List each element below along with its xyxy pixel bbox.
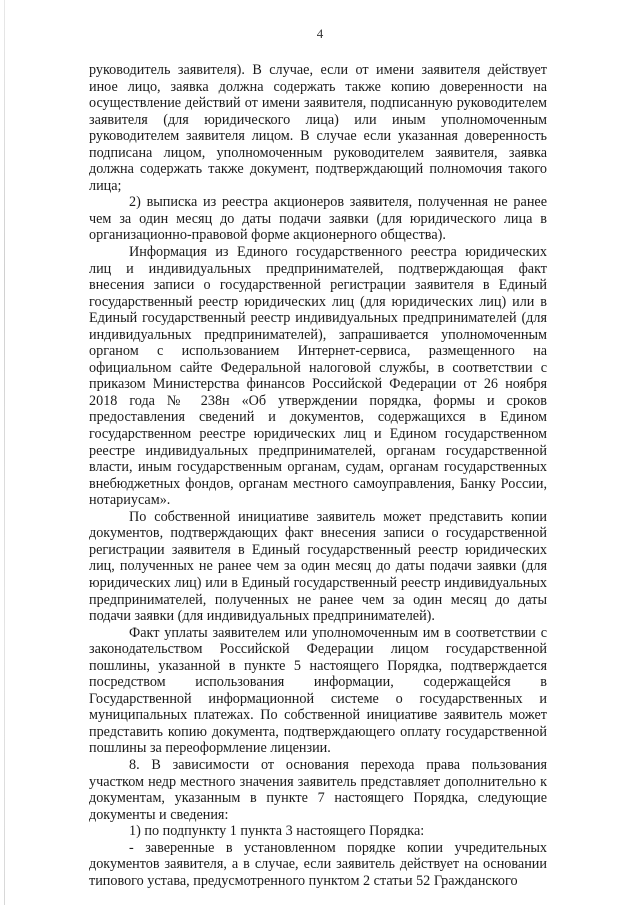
paragraph-shareholder-extract: 2) выписка из реестра акционеров заявителя, полученная не ранее чем за один месяц до даты подачи заявки (для юридического лица в организационно-правовой форме акционерного общества). <box>89 194 547 244</box>
paragraph-item-8: 8. В зависимости от основания перехода права пользования участком недр местного значения заявитель представляет дополнительно к документам, указанным в пункте 7 настоящего Порядка, следующие документы и сведения: <box>89 756 547 823</box>
paragraph-certified-copies: - заверенные в установленном порядке копии учредительных документов заявителя, а в случае, если заявитель действует на основании типового устава, предусмотренного пунктом 2 статьи 52 Гражданского <box>89 839 547 889</box>
page-number: 4 <box>316 26 324 41</box>
paragraph-state-duty: Факт уплаты заявителем или уполномоченным им в соответствии с законодательством Российской Федерации лицом государственной пошлины, указанной в пункте 5 настоящего Порядка, подтверждается посредством использования информации, содержащейся в Государственной информационной системе о государственных и муниципальных платежах. По собственной инициативе заявитель может представить копию документа, подтверждающего оплату государственной пошлины за переоформление лицензии. <box>89 624 547 757</box>
paragraph-own-initiative: По собственной инициативе заявитель может представить копии документов, подтверждающих факт внесения записи о государственной регистрации заявителя в Единый государственный реестр юридических лиц, полученных не ранее чем за один месяц до даты подачи заявки (для юридических лиц) или в Единый государственный реестр индивидуальных предпринимателей, полученных не ранее чем за один месяц до даты подачи заявки (для индивидуальных предпринимателей). <box>89 508 547 625</box>
scan-edge-line <box>4 0 5 905</box>
paragraph-continuation: руководитель заявителя). В случае, если от имени заявителя действует иное лицо, заявка должна содержать также копию доверенности на осуществление действий от имени заявителя, подписанную руководителем заявителя (для юридического лица) или иным уполномоченным руководителем заявителя лицом. В случае если указанная доверенность подписана лицом, уполномоченным руководителем заявителя, заявка должна содержать также документ, подтверждающий полномочия такого лица; <box>89 62 547 194</box>
paragraph-subitem-1: 1) по подпункту 1 пункта 3 настоящего Порядка: <box>129 823 425 840</box>
paragraph-egrul-info: Информация из Единого государственного реестра юридических лиц и индивидуальных предпринимателей, подтверждающая факт внесения записи о государственной регистрации заявителя в Единый государственный реестр юридических лиц (для юридических лиц) или в Единый государственный реестр индивидуальных предпринимателей (для индивидуальных предпринимателей), запрашивается уполномоченным органом с использованием Интернет-сервиса, размещенного на официальном сайте Федеральной налоговой службы, в соответствии с приказом Министерства финансов Российской Федерации от 26 ноября 2018 года № 238н «Об утверждении порядка, формы и сроков предоставления сведений и документов, содержащихся в Едином государственном реестре юридических лиц и Едином государственном реестре индивидуальных предпринимателей, органам государственной власти, иным государственным органам, судам, органам государственных внебюджетных фондов, органам местного самоуправления, Банку России, нотариусам». <box>89 244 547 509</box>
document-body <box>89 62 547 889</box>
